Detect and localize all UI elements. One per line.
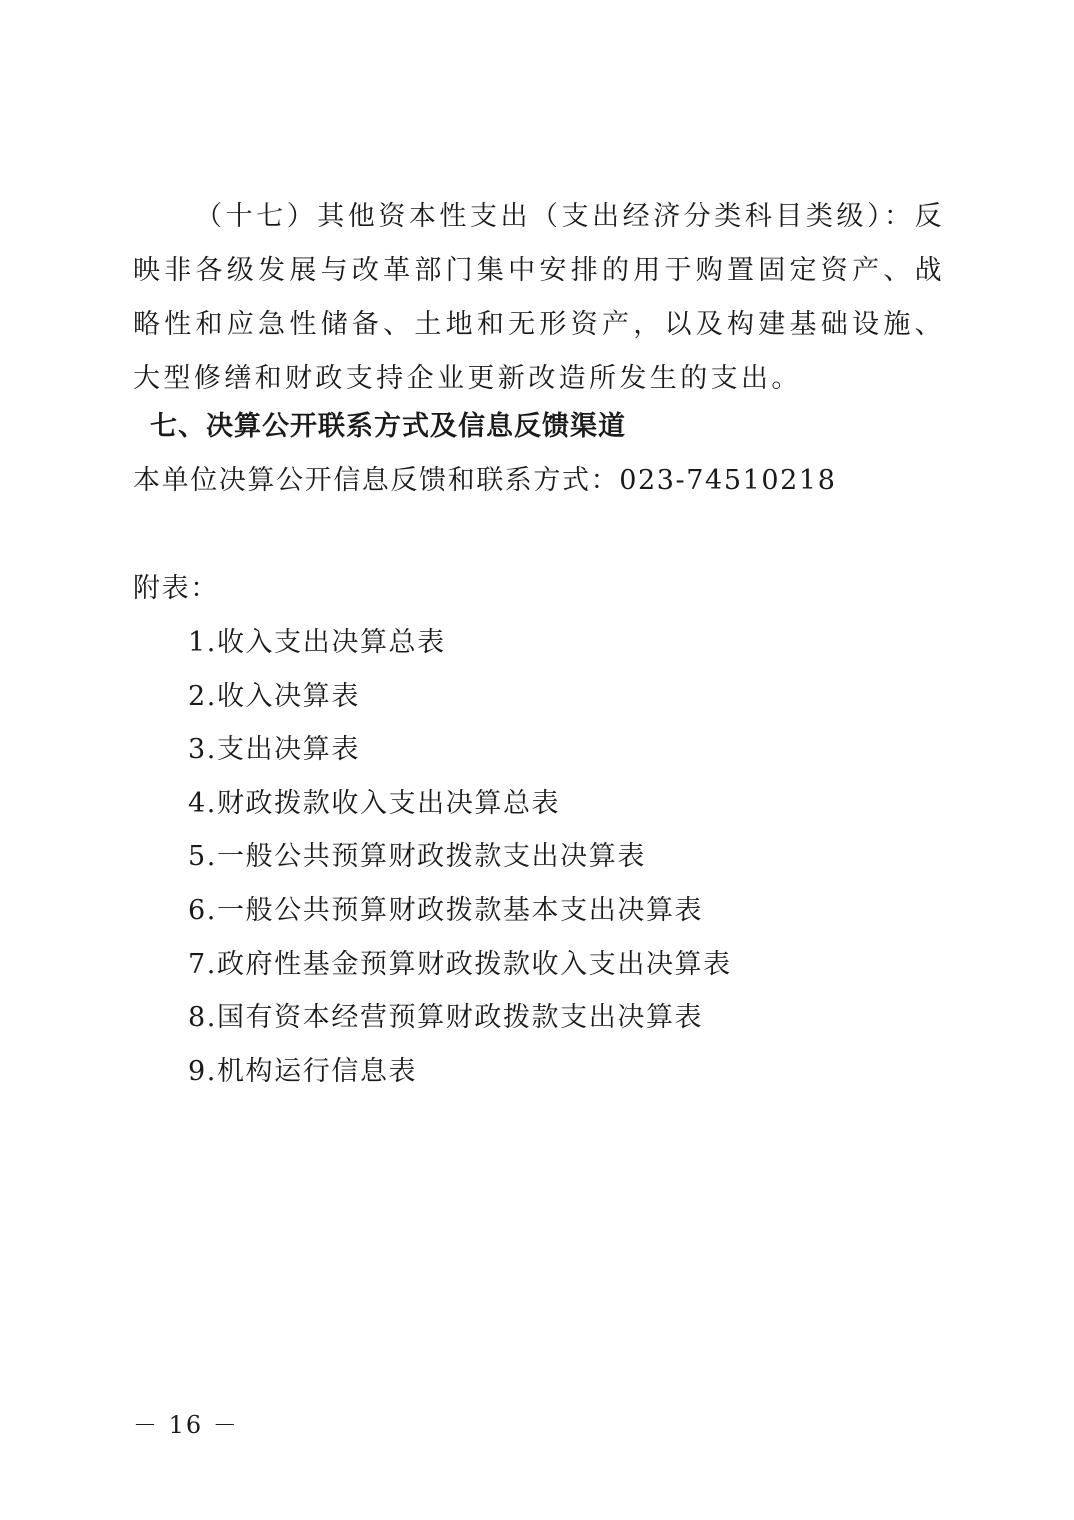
attachment-item: 2.收入决算表 xyxy=(188,680,360,712)
body-paragraph: （十七）其他资本性支出（支出经济分类科目类级）：反映非各级发展与改革部门集中安排的用于购置固定资产、战略性和应急性储备、土地和无形资产，以及构建基础设施、大型修缮和财政支持企业更新改造所发生的支出。 xyxy=(133,201,945,394)
contact-line: 本单位决算公开信息反馈和联系方式：023-74510218 xyxy=(133,465,837,496)
attachment-item: 1.收入支出决算总表 xyxy=(188,627,446,658)
attachment-item: 6.一般公共预算财政拨款基本支出决算表 xyxy=(188,894,704,926)
attachment-item: 9.机构运行信息表 xyxy=(188,1055,418,1087)
attachment-item: 7.政府性基金预算财政拨款收入支出决算表 xyxy=(188,948,732,980)
attachment-item: 5.一般公共预算财政拨款支出决算表 xyxy=(188,841,646,873)
attachments-list xyxy=(188,616,732,1098)
attachment-item: 8.国有资本经营预算财政拨款支出决算表 xyxy=(188,1002,704,1034)
section-heading: 七、决算公开联系方式及信息反馈渠道 xyxy=(150,411,626,442)
attachment-item: 4.财政拨款收入支出决算总表 xyxy=(188,787,561,819)
page-number: － 16 － xyxy=(133,1411,239,1439)
attachments-label: 附表： xyxy=(133,573,219,604)
attachment-item: 3.支出决算表 xyxy=(188,734,360,766)
